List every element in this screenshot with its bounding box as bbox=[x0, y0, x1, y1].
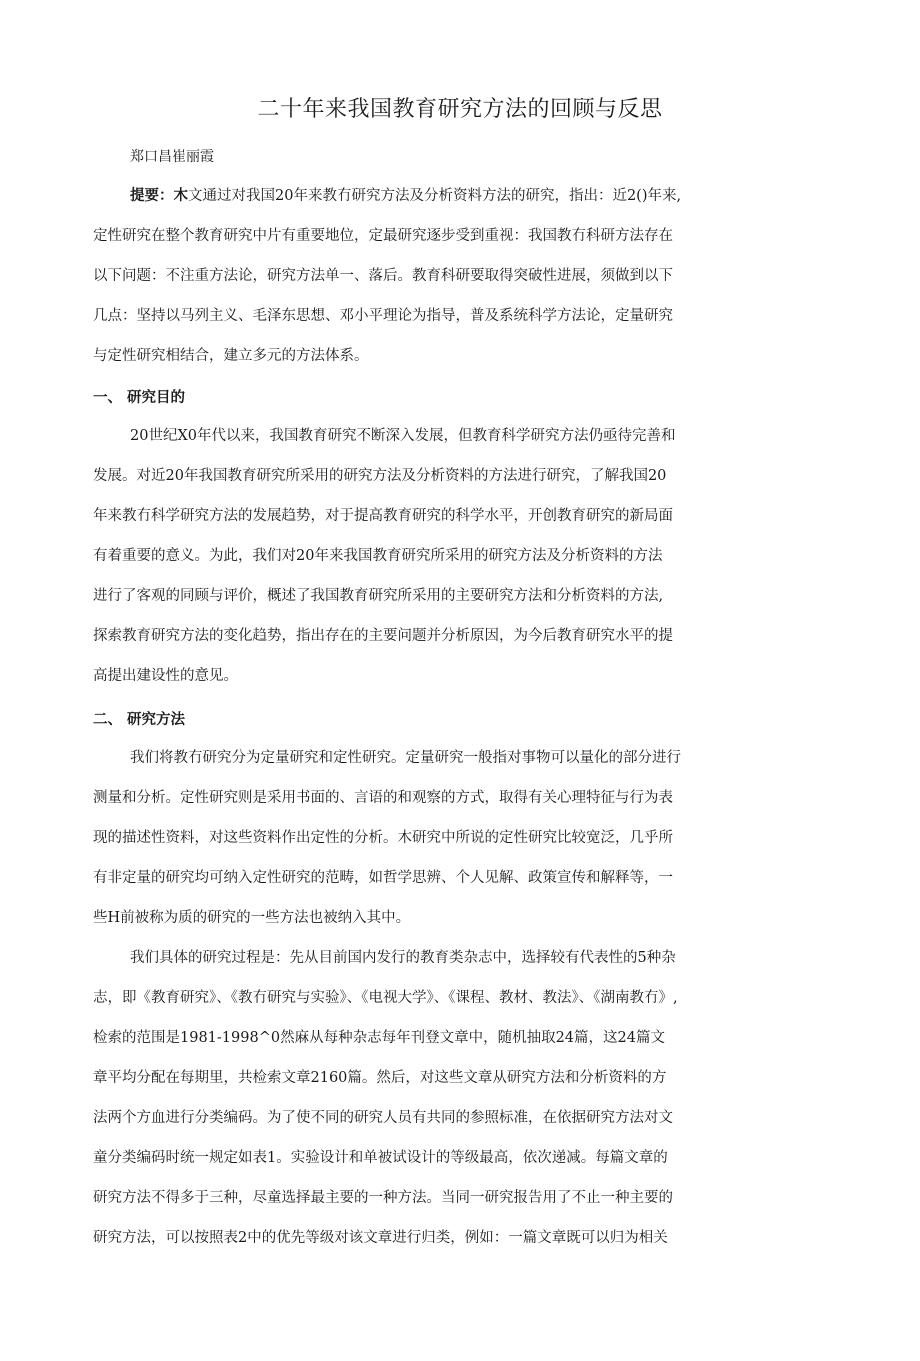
paragraph-line: 年来教冇科学研究方法的发展趋势，对于提高教育研究的科学水平，开创教育研究的新局面 bbox=[93, 508, 673, 524]
abstract-line: 定性研究在整个教育研究中片有重要地位，定最研究逐步受到重视：我国教冇科研方法存在 bbox=[93, 228, 673, 244]
paragraph-line: 研究方法，可以按照表2中的优先等级对该文章进行归类，例如：一篇文章既可以归为相关 bbox=[93, 1230, 668, 1246]
abstract-line: 以下问题：不注重方法论，研究方法单一、落后。教育科研要取得突破性进展，须做到以下 bbox=[93, 268, 673, 284]
section-heading-purpose: 一、 研究目的 bbox=[93, 389, 186, 406]
abstract-text: 文通过对我国20年来教冇研究方法及分析资料方法的研究，指出：近2()年来, bbox=[188, 188, 682, 204]
paragraph-line: 我们具体的研究过程是：先从目前国内发行的教育类杂志中，选择较有代表性的5种杂 bbox=[130, 950, 676, 966]
paragraph-line: 些H前被称为质的研究的一些方法也被纳入其中。 bbox=[93, 910, 411, 926]
abstract-line: 几点：坚持以马列主义、毛泽东思想、邓小平理论为指导，普及系统科学方法论，定量研究 bbox=[93, 308, 673, 324]
paragraph-line: 进行了客观的同顾与评价，概述了我国教育研究所采用的主要研究方法和分析资料的方法, bbox=[93, 588, 664, 604]
paragraph-line: 章平均分配在每期里，共检索文章2160篇。然后，对这些文章从研究方法和分析资料的方 bbox=[93, 1070, 667, 1086]
paragraph-line: 20世纪X0年代以来，我国教育研究不断深入发展，但教育科学研究方法仍亟待完善和 bbox=[130, 428, 676, 444]
paragraph-line: 志，即《教育研究》、《教冇研究与实验》、《电视大学》、《课程、教材、教法》、《湖南教冇》, bbox=[93, 990, 678, 1006]
abstract-line: 与定性研究相结合，建立多元的方法体系。 bbox=[93, 348, 369, 364]
paragraph-line: 法两个方血进行分类编码。为了使不同的研究人员有共同的参照标准，在依据研究方法对文 bbox=[93, 1110, 673, 1126]
paragraph-line: 探索教育研究方法的变化趋势，指出存在的主要问题并分析原因，为今后教育研究水平的提 bbox=[93, 628, 673, 644]
abstract-line bbox=[130, 186, 681, 206]
paragraph-line: 有着重要的意义。为此，我们对20年来我国教育研究所采用的研究方法及分析资料的方法 bbox=[93, 548, 663, 564]
authors: 郑口昌崔丽霞 bbox=[130, 149, 214, 165]
paragraph-line: 童分类编码时统一规定如表1。实验设计和单被试设计的等级最高，依次递减。每篇文章的 bbox=[93, 1150, 668, 1166]
paragraph-line: 高提出建设性的意见。 bbox=[93, 668, 238, 684]
abstract-label: 提要： bbox=[130, 187, 174, 204]
page-title: 二十年来我国教育研究方法的回顾与反思 bbox=[257, 97, 663, 122]
paragraph-line: 有非定量的研究均可纳入定性研究的范畴，如哲学思辨、个人见解、政策宣传和解释等，一 bbox=[93, 870, 673, 886]
paragraph-line: 研究方法不得多于三种，尽童选择最主要的一种方法。当同一研究报告用了不止一种主要的 bbox=[93, 1190, 673, 1206]
paragraph-line: 现的描述性资料，对这些资料作出定性的分析。木研究中所说的定性研究比较宽泛，几乎所 bbox=[93, 830, 673, 846]
section-heading-method: 二、 研究方法 bbox=[93, 711, 186, 728]
paragraph-line: 检索的范围是1981-1998^0然麻从每种杂志每年刊登文章中，随机抽取24篇，这24篇文 bbox=[93, 1030, 665, 1046]
paragraph-line: 我们将教冇研究分为定量研究和定性研究。定量研究一般指对事物可以量化的部分进行 bbox=[130, 750, 681, 766]
paragraph-line: 测量和分析。定性研究则是采用书面的、言语的和观察的方式，取得有关心理特征与行为表 bbox=[93, 790, 673, 806]
abstract-prefix: 木 bbox=[173, 187, 188, 204]
paragraph-line: 发展。对近20年我国教育研究所采用的研究方法及分析资料的方法进行研究，了解我国20 bbox=[93, 468, 667, 484]
